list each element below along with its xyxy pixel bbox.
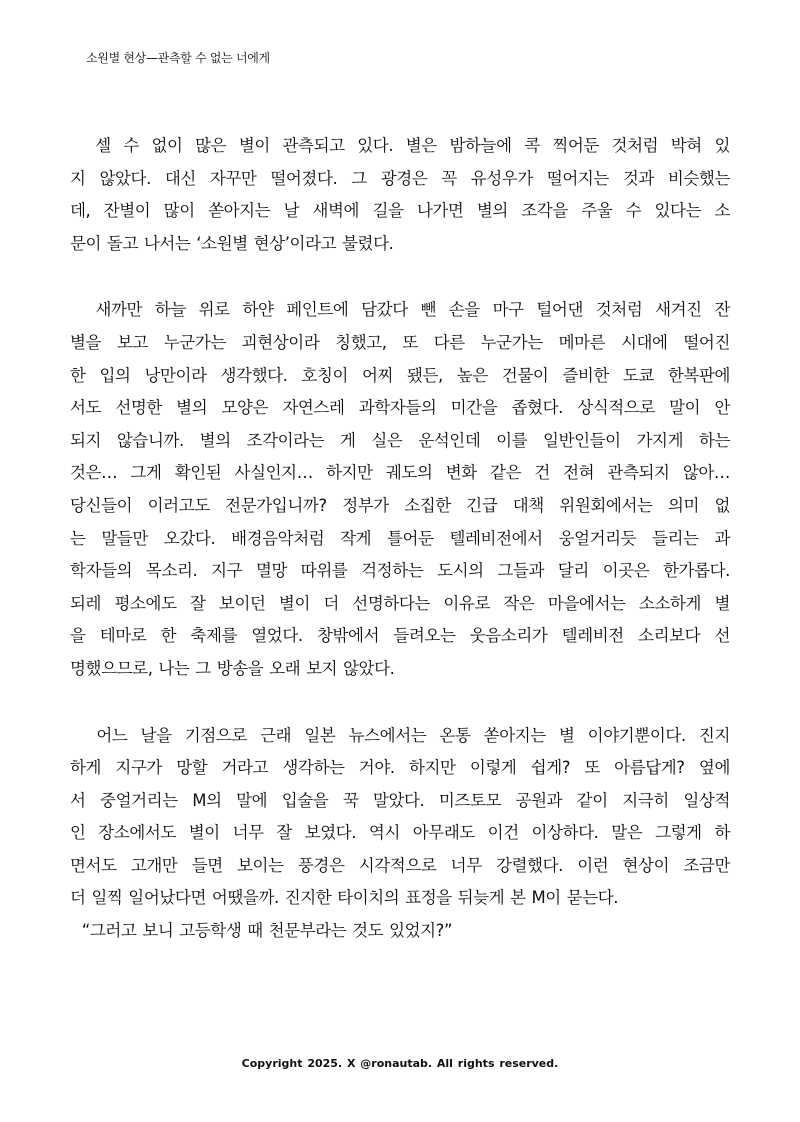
text-line: 되레 평소에도 잘 보이던 별이 더 선명하다는 이유로 작은 마을에서는 소소하게 별 [70, 593, 730, 613]
text-line: 을 테마로 한 축제를 열었다. 창밖에서 들려오는 웃음소리가 텔레비전 소리보다 선 [70, 626, 730, 646]
text-line: 더 일찍 일어났다면 어땠을까. 진지한 타이치의 표정을 뒤늦게 본 M이 묻는다. [70, 888, 619, 908]
text-line: 는 말들만 오갔다. 배경음악처럼 작게 틀어둔 텔레비전에서 웅얼거리듯 들리는 과 [70, 528, 730, 548]
text-line: 면서도 고개만 들면 보이는 풍경은 시각적으로 너무 강렬했다. 이런 현상이 조금만 [70, 855, 730, 875]
paragraph-1 [70, 130, 730, 260]
text-line: 학자들의 목소리. 지구 멸망 따위를 걱정하는 도시의 그들과 달리 이곳은 한가롭다. [70, 561, 730, 581]
paragraph-gap [70, 260, 730, 294]
running-header: 소원별 현상—관측할 수 없는 너에게 [86, 51, 270, 65]
text-line: 하게 지구가 망할 거라고 생각하는 거야. 하지만 이렇게 쉽게? 또 아름답게? 옆에 [70, 758, 730, 778]
paragraph-gap [70, 686, 730, 720]
text-line: 명했으므로, 나는 그 방송을 오래 보지 않았다. [70, 658, 395, 678]
dialogue-line: “그러고 보니 고등학생 때 천문부라는 것도 있었지?” [70, 921, 453, 941]
text-line: 인 장소에서도 별이 너무 잘 보였다. 역시 아무래도 이건 이상하다. 말은 그렇게 하 [70, 823, 730, 843]
story-body [70, 130, 730, 948]
text-line: 문이 돌고 나서는 ‘소원별 현상’이라고 불렸다. [70, 233, 394, 253]
text-line: 어느 날을 기점으로 근래 일본 뉴스에서는 온통 쏟아지는 별 이야기뿐이다. 진지 [70, 725, 730, 745]
text-line: 당신들이 이러고도 전문가입니까? 정부가 소집한 긴급 대책 위원회에서는 의미 없 [70, 495, 730, 515]
text-line: 것은… 그게 확인된 사실인지… 하지만 궤도의 변화 같은 건 전혀 관측되지 않아… [70, 463, 730, 483]
text-line: 별을 보고 누군가는 괴현상이라 칭했고, 또 다른 누군가는 메마른 시대에 떨어진 [70, 332, 730, 352]
text-line: 새까만 하늘 위로 하얀 페인트에 담갔다 뺀 손을 마구 털어댄 것처럼 새겨진 잔 [70, 300, 730, 320]
text-line: 서 중얼거리는 M의 말에 입술을 꾹 말았다. 미즈토모 공원과 같이 지극히 일상적 [70, 790, 730, 810]
copyright-footer: Copyright 2025. X @ronautab. All rights reserved. [241, 1057, 559, 1070]
text-line: 데, 잔별이 많이 쏟아지는 날 새벽에 길을 나가면 별의 조각을 주울 수 있다는 소 [70, 201, 730, 221]
text-line: 한 입의 낭만이라 생각했다. 호칭이 어찌 됐든, 높은 건물이 즐비한 도쿄 한복판에 [70, 365, 730, 385]
paragraph-3 [70, 720, 730, 948]
text-line: 셀 수 없이 많은 별이 관측되고 있다. 별은 밤하늘에 콕 찍어둔 것처럼 박혀 있 [70, 136, 730, 155]
text-line: 서도 선명한 별의 모양은 자연스레 과학자들의 미간을 좁혔다. 상식적으로 말이 안 [70, 398, 730, 418]
text-line: 되지 않습니까. 별의 조각이라는 게 실은 운석인데 이를 일반인들이 가지게 하는 [70, 430, 730, 450]
text-line: 지 않았다. 대신 자꾸만 떨어졌다. 그 광경은 꼭 유성우가 떨어지는 것과 비슷했는 [70, 168, 730, 188]
paragraph-2 [70, 294, 730, 685]
